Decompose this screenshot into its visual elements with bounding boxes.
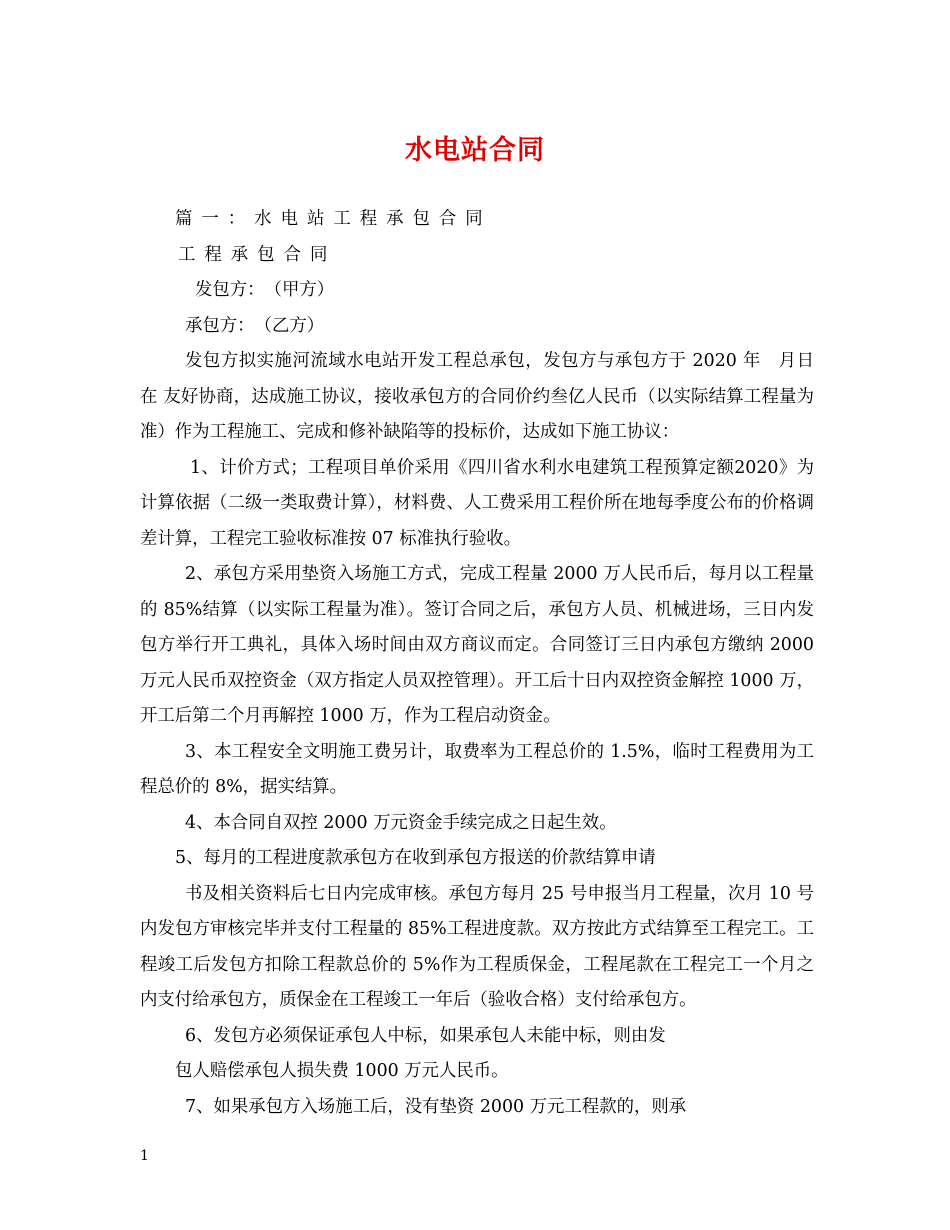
clause-7: 7、如果承包方入场施工后，没有垫资 2000 万元工程款的，则承 [185, 1096, 687, 1117]
clause-5-continued: 书及相关资料后七日内完成审核。承包方每月 25 号申报当月工程量，次月 10 号内发包方审核完毕并支付工程量的 85%工程进度款。双方按此方式结算至工程完工。工程竣工后发包方扣除工程款总价的 5%作为工程质保金，工程尾款在工程完工一个月之内支付给承包方，质保金在工程竣工一年后（验收合格）支付给承包方。 [140, 883, 814, 1010]
clause-5: 5、每月的工程进度款承包方在收到承包方报送的价款结算申请 [175, 848, 656, 868]
contractor-line: 承包方： （乙方） [185, 315, 325, 336]
clause-6: 6、发包方必须保证承包人中标，如果承包人未能中标，则由发 [185, 1025, 666, 1046]
intro-paragraph: 发包方拟实施河流域水电站开发工程总承包，发包方与承包方于 2020 年 月日在 友好协商，达成施工协议，接收承包方的合同价约叁亿人民币（以实际结算工程量为准）作为工程施工、完成和修补缺陷等的投标价，达成如下施工协议： [140, 351, 814, 442]
document-body [140, 202, 814, 1125]
clause-1: 1、计价方式；工程项目单价采用《四川省水利水电建筑工程预算定额2020》为计算依据（二级一类取费计算），材料费、人工费采用工程价所在地每季度公布的价格调差计算，工程完工验收标准按 07 标准执行验收。 [140, 457, 814, 549]
page-number: 1 [140, 1148, 149, 1164]
clause-3: 3、本工程安全文明施工费另计，取费率为工程总价的 1.5%，临时工程费用为工程总价的 8%，据实结算。 [140, 741, 814, 797]
contract-heading: 工程承包合同 [178, 244, 337, 265]
clause-4: 4、本合同自双控 2000 万元资金手续完成之日起生效。 [185, 812, 617, 833]
clause-6-continued: 包人赔偿承包人损失费 1000 万元人民币。 [175, 1061, 509, 1081]
section-heading: 篇一：水电站工程承包合同 [175, 209, 492, 229]
clause-2: 2、承包方采用垫资入场施工方式，完成工程量 2000 万人民币后，每月以工程量的 85%结算（以实际工程量为准）。签订合同之后，承包方人员、机械进场，三日内发包方举行开工典礼，具体入场时间由双方商议而定。合同签订三日内承包方缴纳 2000 万元人民币双控资金（双方指定人员双控管理）。开工后十日内双控资金解控 1000 万，开工后第二个月再解控 1000 万，作为工程启动资金。 [140, 564, 814, 726]
employer-line: 发包方： （甲方） [195, 280, 335, 300]
document-title: 水电站合同 [405, 135, 545, 166]
